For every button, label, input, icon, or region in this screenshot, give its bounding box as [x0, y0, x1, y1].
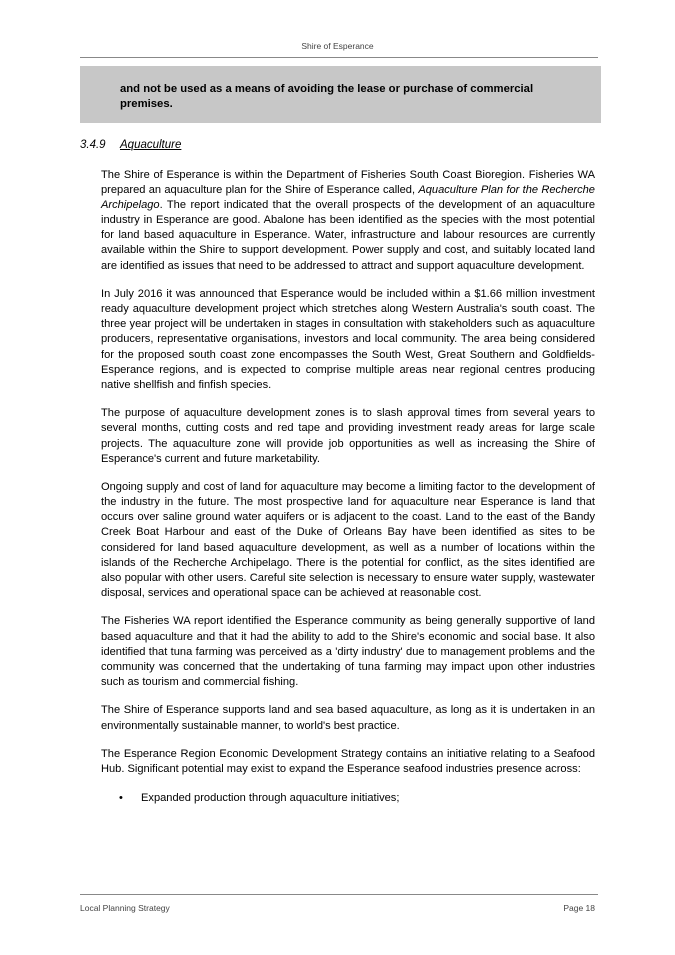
paragraph-2: In July 2016 it was announced that Esperance would be included within a $1.66 million investment ready aquaculture development project which stretches along Western Australia's south coast. The three year project will be undertaken in stages in consultation with stakeholders such as aquaculture producers, representative organisations, investors and local community. The area being considered for the proposed south coast zone encompasses the South West, Great Southern and Goldfields-Esperance regions, and is expected to comprise multiple areas near regional centres producing native shellfish and finfish species.	[101, 288, 595, 391]
footer-document-title: Local Planning Strategy	[80, 903, 170, 913]
footer-divider	[80, 894, 598, 895]
paragraph-3: The purpose of aquaculture development zones is to slash approval times from several years to several months, cutting costs and red tape and providing investment ready areas for large scale projects. The aquaculture zone will provide job opportunities as well as increasing the Shire of Esperance's current and future marketability.	[101, 407, 595, 465]
header-divider	[80, 57, 598, 58]
plan-title: Aquaculture Plan for the Recherche Archipelago	[101, 184, 595, 212]
paragraph-5: The Fisheries WA report identified the Esperance community as being generally supportive of land based aquaculture and that it had the ability to add to the Shire's economic and social base. It also identified that tuna farming was perceived as a 'dirty industry' due to management problems and the community was concerned that the undertaking of tuna farming may impact upon other industries such as tourism and commercial fishing.	[101, 615, 595, 688]
paragraph-1-text-b: . The report indicated that the overall prospects of the development of an aquaculture industry in Esperance are good. Abalone has been identified as the species with the most potential for land based aquaculture in Esperance. Water, infrastructure and labour resources are currently available within the Shire to support development. Power supply and cost, and suitably located land are identified as issues that need to be addressed to attract and support aquaculture development.	[101, 199, 595, 272]
paragraph-1	[101, 168, 595, 274]
paragraph-7: The Esperance Region Economic Development Strategy contains an initiative relating to a Seafood Hub. Significant potential may exist to expand the Esperance seafood industries presence across:	[101, 748, 595, 776]
page-header: Shire of Esperance	[301, 41, 374, 51]
paragraph-4: Ongoing supply and cost of land for aquaculture may become a limiting factor to the development of the industry in the future. The most prospective land for aquaculture near Esperance is land that occurs over saline ground water aquifers or is adjacent to the coast. Land to the east of the Bandy Creek Boat Harbour and east of the Duke of Orleans Bay have been identified as sites to be considered for land based aquaculture development, as well as a number of locations within the islands of the Recherche Archipelago. There is the potential for conflict, as the sites identified are also popular with other users. Careful site selection is necessary to ensure water supply, wastewater disposal, services and operational space can be achieved at reasonable cost.	[101, 481, 595, 599]
paragraph-1-text-a: The Shire of Esperance is within the Department of Fisheries South Coast Bioregion. Fisheries WA prepared an aquaculture plan for the Shire of Esperance called,	[101, 169, 595, 197]
paragraph-6: The Shire of Esperance supports land and sea based aquaculture, as long as it is undertaken in an environmentally sustainable manner, to world's best practice.	[101, 704, 595, 732]
body-text	[101, 168, 595, 806]
section-number: 3.4.9	[80, 139, 106, 151]
callout-text: and not be used as a means of avoiding the lease or purchase of commercial premises.	[120, 83, 534, 110]
bullet-item	[101, 791, 595, 806]
section-heading	[80, 139, 181, 151]
page-number: Page 18	[563, 903, 595, 913]
bullet-text: Expanded production through aquaculture initiatives;	[141, 791, 400, 804]
callout-box	[80, 66, 601, 123]
bullet-marker: •	[119, 791, 123, 804]
section-title: Aquaculture	[120, 139, 182, 151]
